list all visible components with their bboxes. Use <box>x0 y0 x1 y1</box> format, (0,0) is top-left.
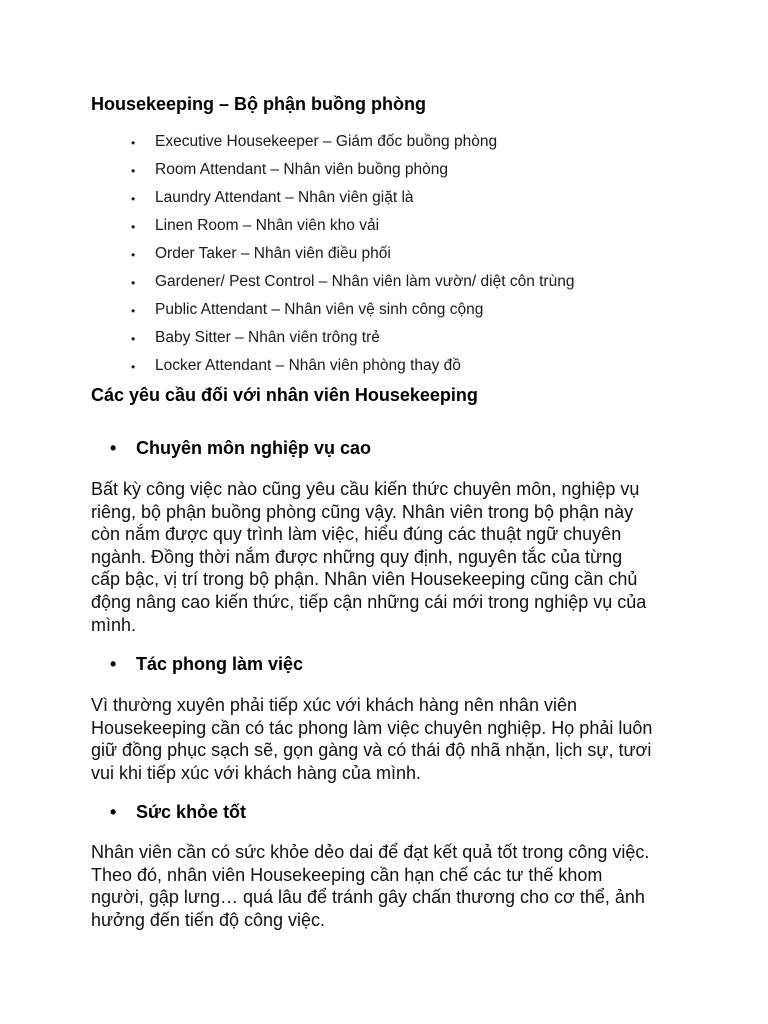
bullet-icon: • <box>131 248 136 262</box>
bullet-icon: • <box>131 164 136 178</box>
staff-role-label: Room Attendant – Nhân viên buồng phòng <box>155 161 449 178</box>
paragraph-line: vui khi tiếp xúc với khách hàng của mình. <box>91 762 421 783</box>
page-title: Housekeeping – Bộ phận buồng phòng <box>91 94 426 114</box>
bullet-icon: • <box>110 438 117 458</box>
bullet-icon: • <box>110 802 117 822</box>
requirement-paragraph <box>91 841 691 931</box>
bullet-icon: • <box>131 276 136 290</box>
bullet-icon: • <box>131 332 136 346</box>
requirements-heading: Các yêu cầu đối với nhân viên Housekeeping <box>91 385 478 405</box>
requirement-paragraph <box>91 694 691 784</box>
staff-role-label: Baby Sitter – Nhân viên trông trẻ <box>155 329 380 346</box>
paragraph-line: hưởng đến tiến độ công việc. <box>91 909 326 930</box>
requirement-paragraph <box>91 478 691 636</box>
staff-role-label: Laundry Attendant – Nhân viên giặt là <box>155 189 414 206</box>
paragraph-line: động nâng cao kiến thức, tiếp cận những cái mới trong nghiệp vụ của <box>91 591 647 612</box>
paragraph-line: Theo đó, nhân viên Housekeeping cần hạn chế các tư thế khom <box>91 864 603 885</box>
bullet-icon: • <box>131 304 136 318</box>
paragraph-line: còn nắm được quy trình làm việc, hiểu đúng các thuật ngữ chuyên <box>91 524 622 545</box>
paragraph-line: mình. <box>91 614 137 635</box>
paragraph-line: riêng, bộ phận buồng phòng cũng vậy. Nhân viên trong bộ phận này <box>91 501 634 522</box>
paragraph-line: người, gập lưng… quá lâu để tránh gây chấn thương cho cơ thể, ảnh <box>91 887 645 908</box>
staff-role-label: Public Attendant – Nhân viên vệ sinh công cộng <box>155 301 484 318</box>
staff-role-label: Executive Housekeeper – Giám đốc buồng phòng <box>155 133 498 150</box>
staff-role-label: Order Taker – Nhân viên điều phối <box>155 245 391 262</box>
requirement-heading-label: Chuyên môn nghiệp vụ cao <box>136 438 372 458</box>
paragraph-line: cấp bậc, vị trí trong bộ phận. Nhân viên Housekeeping cũng cần chủ <box>91 569 638 590</box>
requirement-heading-label: Sức khỏe tốt <box>136 802 247 822</box>
paragraph-line: Bất kỳ công việc nào cũng yêu cầu kiến thức chuyên môn, nghiệp vụ <box>91 479 640 499</box>
staff-role-label: Locker Attendant – Nhân viên phòng thay đồ <box>155 357 461 374</box>
paragraph-line: Vì thường xuyên phải tiếp xúc với khách hàng nên nhân viên <box>91 695 577 715</box>
staff-role-label: Gardener/ Pest Control – Nhân viên làm vườn/ diệt côn trùng <box>155 273 575 290</box>
paragraph-line: giữ đồng phục sạch sẽ, gọn gàng và có thái độ nhã nhặn, lịch sự, tươi <box>91 740 652 761</box>
paragraph-line: Nhân viên cần có sức khỏe dẻo dai để đạt kết quả tốt trong công việc. <box>91 842 650 862</box>
bullet-icon: • <box>131 136 136 150</box>
requirement-heading-label: Tác phong làm việc <box>136 654 304 674</box>
paragraph-line: ngành. Đồng thời nắm được những quy định, nguyên tắc của từng <box>91 546 623 567</box>
staff-role-label: Linen Room – Nhân viên kho vải <box>155 217 380 234</box>
bullet-icon: • <box>131 220 136 234</box>
bullet-icon: • <box>131 360 136 374</box>
bullet-icon: • <box>110 654 117 674</box>
paragraph-line: Housekeeping cần có tác phong làm việc chuyên nghiệp. Họ phải luôn <box>91 717 653 738</box>
bullet-icon: • <box>131 192 136 206</box>
